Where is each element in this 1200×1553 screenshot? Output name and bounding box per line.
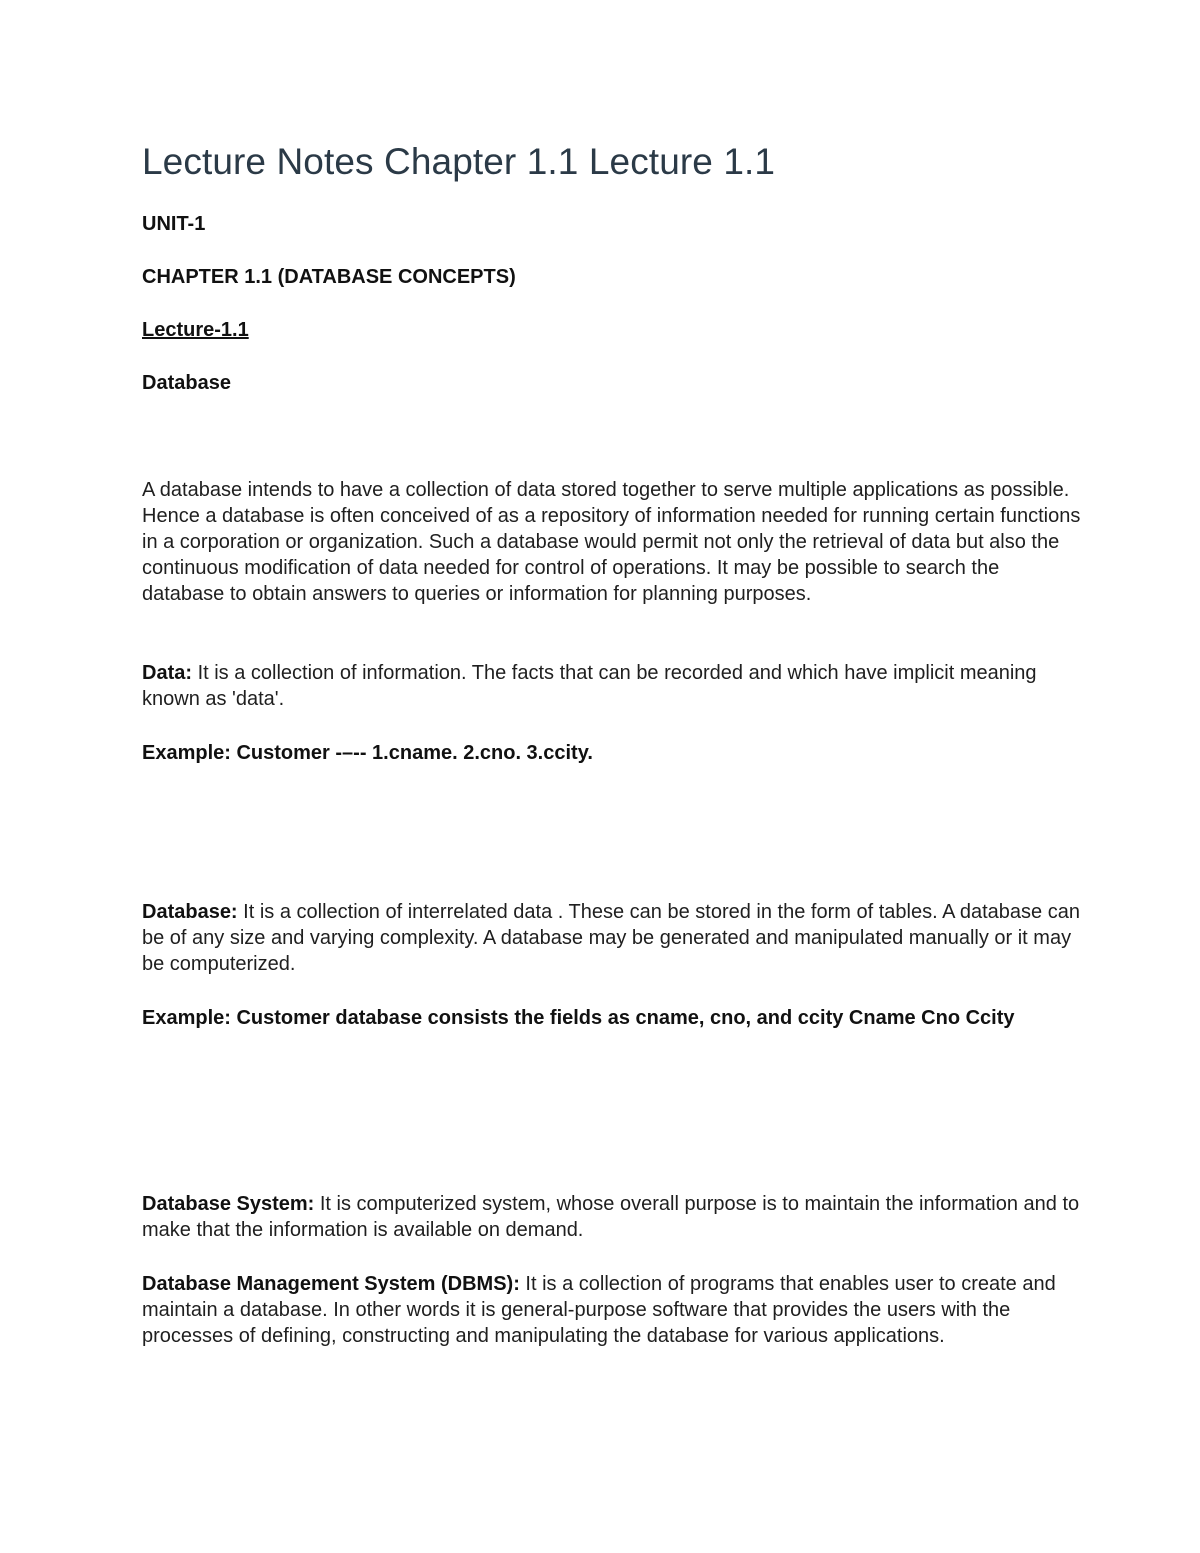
database-definition [142, 899, 1082, 977]
section-heading: Database [142, 372, 231, 394]
page-title: Lecture Notes Chapter 1.1 Lecture 1.1 [142, 141, 776, 182]
dbms-text: It is a collection of programs that enables user to create and maintain a database. In other words it is general-purpose software that provides the users with the processes of defining, constructing and manipulating the database for various applications. [142, 1273, 1056, 1347]
database-system-text: It is computerized system, whose overall purpose is to maintain the information and to make that the information is available on demand. [142, 1193, 1080, 1241]
data-term: Data: [142, 662, 193, 684]
lecture-heading: Lecture-1.1 [142, 319, 249, 341]
database-system-definition [142, 1191, 1082, 1243]
intro-paragraph: A database intends to have a collection of data stored together to serve multiple applications as possible. Hence a database is often conceived of as a repository of information needed for running certain functions in a corporation or organization. Such a database would permit not only the retrieval of data but also the continuous modification of data needed for control of operations. It may be possible to search the database to obtain answers to queries or information for planning purposes. [142, 479, 1081, 605]
database-term: Database: [142, 901, 238, 923]
dbms-term: Database Management System (DBMS): [142, 1273, 520, 1295]
example-customer-database: Example: Customer database consists the fields as cname, cno, and ccity Cname Cno Ccity [142, 1007, 1015, 1029]
example-customer-fields: Example: Customer -–-- 1.cname. 2.cno. 3.ccity. [142, 742, 593, 764]
database-system-term: Database System: [142, 1193, 315, 1215]
dbms-definition [142, 1271, 1082, 1349]
database-text: It is a collection of interrelated data . These can be stored in the form of tables. A database can be of any size and varying complexity. A database may be generated and manipulated manually or it may be computerized. [142, 901, 1080, 975]
data-text: It is a collection of information. The facts that can be recorded and which have implicit meaning known as 'data'. [142, 662, 1037, 710]
unit-heading: UNIT-1 [142, 213, 206, 235]
document-page [142, 0, 1082, 1553]
chapter-heading: CHAPTER 1.1 (DATABASE CONCEPTS) [142, 266, 516, 288]
data-definition [142, 660, 1082, 712]
